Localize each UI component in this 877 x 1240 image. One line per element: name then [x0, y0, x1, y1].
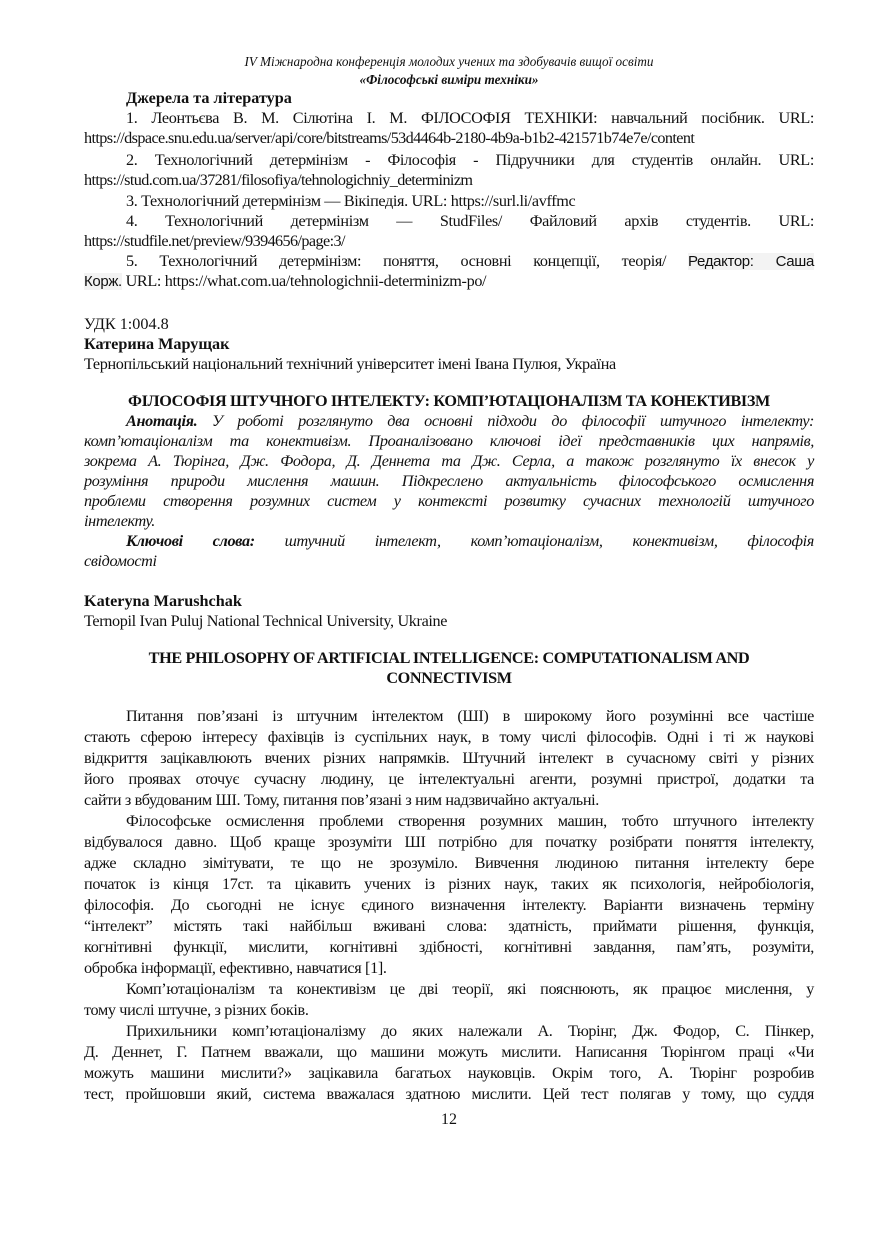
reference-5-editor: Редактор: Саша	[688, 253, 814, 270]
abstract-line-5: проблеми створення розумних систем у контексті розвитку сучасних технологій штучного	[84, 492, 814, 510]
page-number: 12	[441, 1111, 457, 1128]
paragraph-2-line-8: обробка інформації, ефективно, навчатися [1].	[84, 959, 387, 977]
abstract-text-1: У роботі розглянуто два основні підходи до філософії штучного інтелекту:	[197, 412, 814, 430]
paragraph-2-line-1: Філософське осмислення проблеми створення розумних машин, тобто штучного інтелекту	[126, 812, 814, 830]
article-title-en-1: THE PHILOSOPHY OF ARTIFICIAL INTELLIGENCE: COMPUTATIONALISM AND	[148, 649, 750, 667]
paragraph-2-line-7: когнітивні функції, мислити, когнітивні здібності, когнітивні завдання, пам’ять, розуміти,	[84, 938, 814, 956]
abstract-line-6: інтелекту.	[84, 512, 156, 530]
affiliation-ua: Тернопільський національний технічний університет імені Івана Пулюя, Україна	[84, 355, 616, 373]
paragraph-1-line-4: його проявах оточує сучасну людину, це інтелектуальні агенти, розумні пристрої, додатки та	[84, 770, 814, 788]
paragraph-2-line-4: початок із кінця 17ст. та цікавить учених із різних наук, таких як психологія, нейробіологія,	[84, 875, 814, 893]
references-heading: Джерела та література	[126, 89, 292, 107]
paragraph-2-line-2: відбувалося давно. Щоб краще зрозуміти ШІ потрібно для початку розібрати поняття інтелекту,	[84, 833, 814, 851]
reference-4-url[interactable]: https://studfile.net/preview/9394656/page:3/	[84, 232, 345, 250]
paragraph-2-line-3: адже складно зімітувати, те що не зрозуміло. Вивчення людиною питання інтелекту бере	[84, 854, 814, 872]
keywords-line-2: свідомості	[84, 552, 157, 570]
paragraph-3-line-2: тому числі штучне, з різних боків.	[84, 1001, 309, 1019]
abstract-line-1	[84, 411, 814, 431]
conference-header: IV Міжнародна конференція молодих учених та здобувачів вищої освіти	[244, 54, 654, 69]
author-en: Kateryna Marushchak	[84, 592, 242, 610]
reference-2-line-1: 2. Технологічний детермінізм - Філософія - Підручники для студентів онлайн. URL:	[126, 151, 814, 169]
article-title-ua: ФІЛОСОФІЯ ШТУЧНОГО ІНТЕЛЕКТУ: КОМП’ЮТАЦІОНАЛІЗМ ТА КОНЕКТИВІЗМ	[128, 392, 770, 410]
affiliation-en: Ternopil Ivan Puluj National Technical University, Ukraine	[84, 612, 448, 630]
keywords-line-1	[84, 531, 814, 551]
paragraph-4-line-2: Д. Деннет, Г. Патнем вважали, що машини можуть мислити. Написання Тюрінгом праці «Чи	[84, 1043, 814, 1061]
paragraph-1-line-5: сайти з вбудованим ШІ. Тому, питання пов’язані з ним надзвичайно актуальні.	[84, 791, 599, 809]
udk-code: УДК 1:004.8	[84, 315, 169, 333]
paragraph-1-line-2: стають сферою інтересу фахівців із суспільних наук, в тому числі філософів. Одні і ті ж наукові	[84, 728, 814, 746]
paragraph-3-line-1: Комп’ютаціоналізм та конективізм це дві теорії, які пояснюють, як працює мислення, у	[126, 980, 814, 998]
reference-1-url[interactable]: https://dspace.snu.edu.ua/server/api/core/bitstreams/53d4464b-2180-4b9a-b1b2-421571b74e7e/content	[84, 129, 695, 147]
keywords-label: Ключові слова:	[126, 532, 255, 550]
paragraph-4-line-1: Прихильники комп’ютаціоналізму до яких належали А. Тюрінг, Дж. Фодор, С. Пінкер,	[126, 1022, 814, 1040]
abstract-line-3: зокрема А. Тюрінга, Дж. Фодора, Д. Деннета та Дж. Серла, а також розглянуто їх внесок у	[84, 452, 814, 470]
abstract-line-2: комп’ютаціоналізм та конективізм. Проаналізовано ключові ідеї представників цих напрямів,	[84, 432, 814, 450]
paragraph-4-line-3: можуть машини мислити?» зацікавила багатьох науковців. Окрім того, А. Тюрінг розробив	[84, 1064, 814, 1082]
reference-5-text: 5. Технологічний детермінізм: поняття, основні концепції, теорія/	[126, 252, 689, 270]
abstract-line-4: розуміння природи мислення машин. Підкреслено актуальність філософського осмислення	[84, 472, 814, 490]
paragraph-2-line-6: “інтелект” містять такі найбільш вживані слова: здатність, приймати рішення, функція,	[84, 917, 814, 935]
reference-5-line-2	[84, 271, 814, 292]
reference-4-line-1: 4. Технологічний детермінізм — StudFiles/ Файловий архів студентів. URL:	[126, 212, 814, 230]
paragraph-1-line-3: відкриття зацікавлюють вчених різних напрямків. Штучний інтелект в сучасному світі у різних	[84, 749, 814, 767]
article-title-en-2: CONNECTIVISM	[386, 669, 512, 687]
paragraph-2-line-5: філософія. До сьогодні не існує єдиного визначення інтелекту. Варіанти визначень терміну	[84, 896, 814, 914]
paragraph-4-line-4: тест, пройшовши який, система вважалася здатною мислити. Цей тест полягав у тому, що суддя	[84, 1085, 814, 1103]
reference-1-line-1: 1. Леонтьєва В. М. Сілютіна І. М. ФІЛОСОФІЯ ТЕХНІКИ: навчальний посібник. URL:	[126, 109, 814, 127]
author-ua: Катерина Марущак	[84, 335, 230, 353]
reference-5-editor-surname: Корж.	[84, 273, 122, 290]
keywords-text-1: штучний інтелект, комп’ютаціоналізм, конективізм, філософія	[254, 532, 814, 550]
reference-2-url[interactable]: https://stud.com.ua/37281/filosofiya/tehnologichniy_determinizm	[84, 171, 473, 189]
reference-3: 3. Технологічний детермінізм — Вікіпедія. URL: https://surl.li/avffmc	[126, 192, 576, 210]
conference-title: «Філософські виміри техніки»	[359, 72, 539, 87]
reference-5-line-1	[84, 251, 814, 272]
paragraph-1-line-1: Питання пов’язані із штучним інтелектом (ШІ) в широкому його розумінні все частіше	[126, 707, 814, 725]
abstract-label: Анотація.	[126, 412, 198, 430]
reference-5-url[interactable]: URL: https://what.com.ua/tehnologichnii-determinizm-po/	[121, 272, 487, 290]
